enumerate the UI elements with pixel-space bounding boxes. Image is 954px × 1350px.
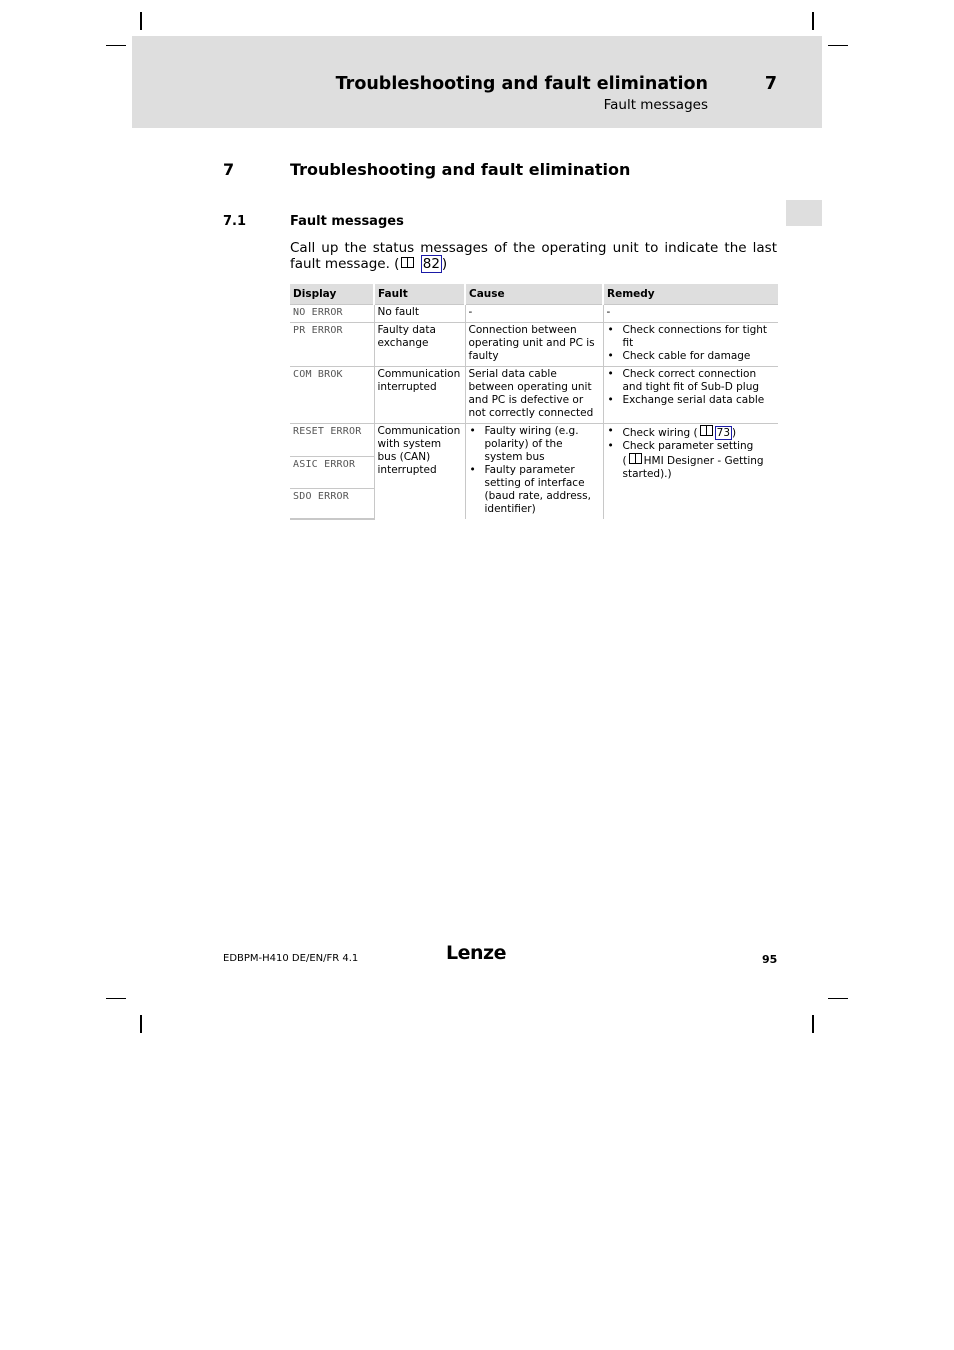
fault-cell: No fault [374, 305, 465, 323]
book-icon [629, 453, 642, 464]
remedy-item: • Exchange serial data cable [607, 394, 776, 407]
remedy-item: • Check cable for damage [607, 350, 776, 363]
section-title: Fault messages [290, 214, 404, 229]
remedy-cell: - [603, 305, 778, 323]
book-icon [401, 257, 414, 268]
chapter-thumb-tab [786, 200, 822, 226]
remedy-cell [603, 323, 778, 367]
lenze-logo: Lenze [446, 942, 506, 964]
header-chapter-number: 7 [764, 74, 777, 94]
column-header: Fault [374, 284, 465, 305]
remedy-text: HMI Designer - Getting started).) [622, 455, 764, 480]
table-header-row [290, 284, 778, 305]
fault-cell: Communication interrupted [374, 367, 465, 424]
remedy-item [607, 425, 776, 440]
display-code: NO ERROR [293, 307, 343, 318]
crop-mark [106, 45, 126, 46]
display-code: SDO ERROR [293, 491, 349, 503]
cause-item: • Faulty parameter setting of interface (baud rate, address, identifier) [469, 464, 600, 516]
footer-doc-id: EDBPM-H410 DE/EN/FR 4.1 [223, 953, 359, 964]
cause-item: • Faulty wiring (e.g. polarity) of the system bus [469, 425, 600, 464]
crop-mark [140, 12, 142, 30]
cause-cell: - [465, 305, 603, 323]
display-code: RESET ERROR [293, 426, 362, 437]
cause-cell [465, 424, 603, 520]
crop-mark [106, 998, 126, 999]
remedy-text: Check wiring ( [622, 427, 698, 439]
page-ref-link[interactable]: 82 [422, 256, 440, 272]
section-number: 7.1 [223, 214, 247, 229]
intro-paragraph [290, 240, 777, 272]
cause-cell: Connection between operating unit and PC is faulty [465, 323, 603, 367]
crop-mark [140, 1015, 142, 1033]
chapter-title: Troubleshooting and fault elimination [290, 160, 631, 179]
column-header: Display [290, 284, 374, 305]
crop-mark [812, 1015, 814, 1033]
remedy-item [607, 440, 776, 481]
fault-cell: Communication with system bus (CAN) interrupted [374, 424, 465, 520]
book-icon [700, 425, 713, 436]
table-row [290, 367, 778, 424]
table-row [290, 424, 778, 457]
column-header: Cause [465, 284, 603, 305]
display-cell [290, 367, 374, 424]
display-cell [290, 424, 374, 457]
header-subtitle: Fault messages [603, 97, 708, 113]
display-cell [290, 457, 374, 489]
display-cell [290, 305, 374, 323]
display-code: COM BROK [293, 369, 343, 380]
fault-messages-table [290, 284, 778, 520]
column-header: Remedy [603, 284, 778, 305]
table-row [290, 305, 778, 323]
remedy-item: • Check correct connection and tight fit of Sub-D plug [607, 368, 776, 394]
header-title: Troubleshooting and fault elimination [335, 74, 708, 94]
remedy-text: ) [732, 427, 737, 439]
chapter-number: 7 [223, 160, 235, 179]
remedy-cell [603, 367, 778, 424]
intro-text-end: ) [441, 256, 448, 272]
display-cell [290, 323, 374, 367]
crop-mark [812, 12, 814, 30]
fault-cell: Faulty data exchange [374, 323, 465, 367]
remedy-text: Check parameter setting [622, 440, 754, 452]
display-code: ASIC ERROR [293, 459, 356, 471]
remedy-item: • Check connections for tight fit [607, 324, 776, 350]
intro-text: Call up the status messages of the operating unit to indicate the last fault message. ( [290, 240, 777, 272]
cause-cell: Serial data cable between operating unit and PC is defective or not correctly connected [465, 367, 603, 424]
display-code: PR ERROR [293, 325, 343, 336]
crop-mark [828, 998, 848, 999]
display-cell [290, 489, 374, 519]
crop-mark [828, 45, 848, 46]
table-row [290, 323, 778, 367]
page-header [132, 36, 822, 128]
page-number: 95 [762, 953, 778, 966]
remedy-cell [603, 424, 778, 520]
remedy-text: ( [622, 455, 627, 467]
page-ref-link[interactable]: 73 [716, 427, 731, 439]
